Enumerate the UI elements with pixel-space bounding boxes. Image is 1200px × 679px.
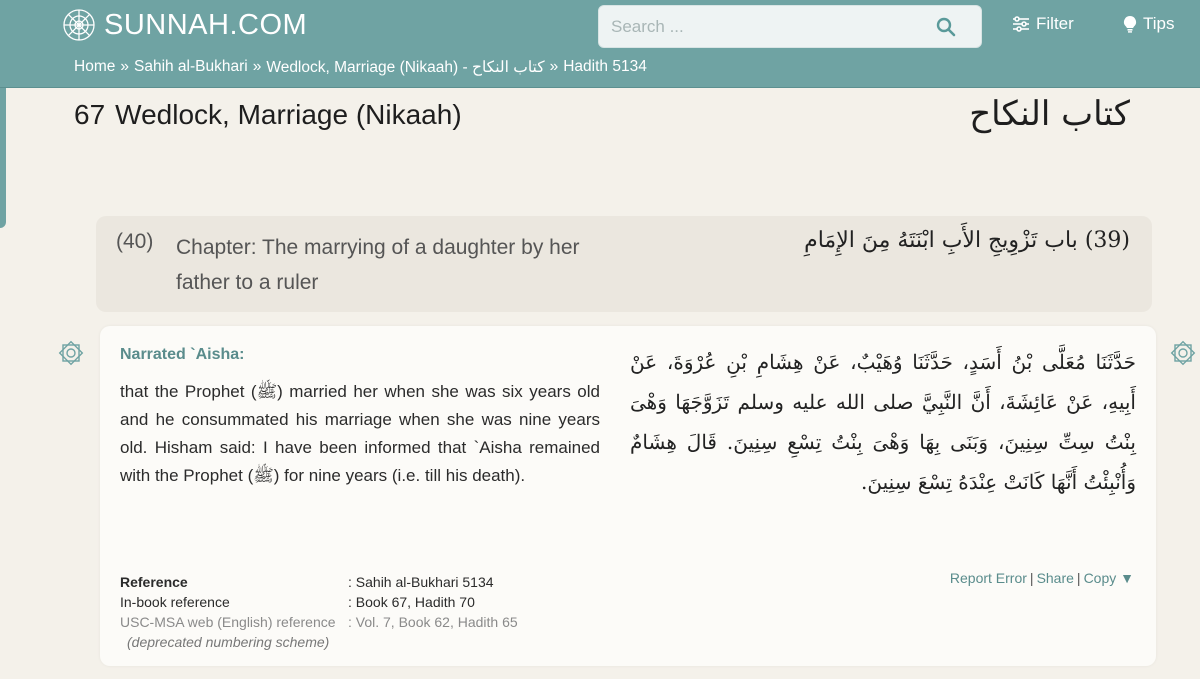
search-box — [598, 5, 982, 48]
sunnah-logo-icon — [62, 8, 96, 42]
share-link[interactable]: Share — [1036, 570, 1074, 586]
breadcrumb-separator: » — [120, 58, 129, 75]
reference-row — [120, 612, 518, 632]
reference-row — [120, 592, 518, 612]
octagram-star-icon — [1169, 339, 1197, 367]
reference-row — [120, 572, 518, 592]
search-input[interactable] — [611, 14, 911, 40]
deprecated-note: (deprecated numbering scheme) — [127, 634, 330, 650]
book-title-english: Wedlock, Marriage (Nikaah) — [115, 99, 462, 130]
breadcrumb-collection[interactable]: Sahih al-Bukhari — [133, 58, 248, 75]
filter-sliders-icon — [1012, 16, 1030, 32]
filter-button[interactable] — [1012, 14, 1074, 34]
action-separator: | — [1076, 570, 1081, 586]
breadcrumb-book[interactable]: Wedlock, Marriage (Nikaah) - كتاب النكاح — [266, 59, 545, 76]
chapter-title-arabic — [804, 228, 1130, 253]
reference-label: In-book reference — [120, 594, 230, 610]
narrator: Narrated `Aisha: — [120, 346, 245, 363]
tips-label: Tips — [1143, 14, 1175, 33]
breadcrumb-separator: » — [252, 58, 262, 75]
report-error-link[interactable]: Report Error — [949, 570, 1027, 586]
reference-value: : Vol. 7, Book 62, Hadith 65 — [348, 614, 518, 630]
search-button[interactable] — [911, 6, 981, 47]
site-logo[interactable] — [62, 8, 307, 42]
reference-label: Reference — [120, 574, 188, 590]
book-number: 67 — [74, 99, 106, 130]
breadcrumb-separator: » — [549, 58, 559, 75]
lightbulb-icon — [1123, 15, 1137, 33]
tips-button[interactable] — [1123, 14, 1175, 34]
chapter-number-english: (40) — [116, 230, 154, 253]
reference-value: : Book 67, Hadith 70 — [348, 594, 475, 610]
hadith-text-arabic: حَدَّثَنَا مُعَلَّى بْنُ أَسَدٍ، حَدَّثَنَا وُهَيْبٌ، عَنْ هِشَامِ بْنِ عُرْوَةَ، عَنْ أَبِيهِ، عَنْ عَائِشَةَ، أَنَّ النَّبِيَّ صلى الله عليه وسلم تَزَوَّجَهَا وَهْىَ بِنْتُ سِتِّ سِنِينَ، وَبَنَى بِهَا وَهْىَ بِنْتُ تِسْعِ سِنِينَ‏.‏ قَالَ هِشَامٌ وَأُنْبِئْتُ أَنَّهَا كَانَتْ عِنْدَهُ تِسْعَ سِنِينَ‏.‏ — [630, 350, 1136, 494]
logo-text: SUNNAH.COM — [104, 8, 308, 41]
hadith-actions — [950, 570, 1134, 586]
reference-label: USC-MSA web (English) reference — [120, 614, 336, 630]
copy-dropdown[interactable]: Copy ▼ — [1083, 570, 1134, 586]
reference-value: : Sahih al-Bukhari 5134 — [348, 574, 494, 590]
book-title — [74, 99, 462, 131]
octagram-star-icon — [57, 339, 85, 367]
chapter-title-english: Chapter: The marrying of a daughter by her father to a ruler — [176, 236, 580, 294]
side-accent — [0, 88, 6, 228]
filter-label: Filter — [1036, 14, 1074, 33]
breadcrumb-hadith: Hadith 5134 — [563, 58, 647, 75]
hadith-container — [100, 326, 1156, 666]
chapter-header — [96, 216, 1152, 312]
chapter-number-arabic: (39) — [1084, 228, 1130, 253]
chapter-title-arabic-text: باب تَزْوِيجِ الأَبِ ابْنَتَهُ مِنَ الإِمَامِ — [804, 228, 1078, 253]
book-title-arabic: كتاب النكاح — [969, 94, 1130, 134]
search-icon — [936, 17, 956, 37]
breadcrumb — [74, 58, 647, 80]
reference-table — [120, 572, 518, 652]
action-separator: | — [1029, 570, 1034, 586]
hadith-text-english: that the Prophet (ﷺ) married her when she was six years old and he consummated his marriage when she was nine years old. Hisham said: I have been informed that `Aisha remained with the Prophet (ﷺ) for nine years (i.e. till his death). — [120, 382, 600, 485]
breadcrumb-home[interactable]: Home — [74, 58, 116, 75]
